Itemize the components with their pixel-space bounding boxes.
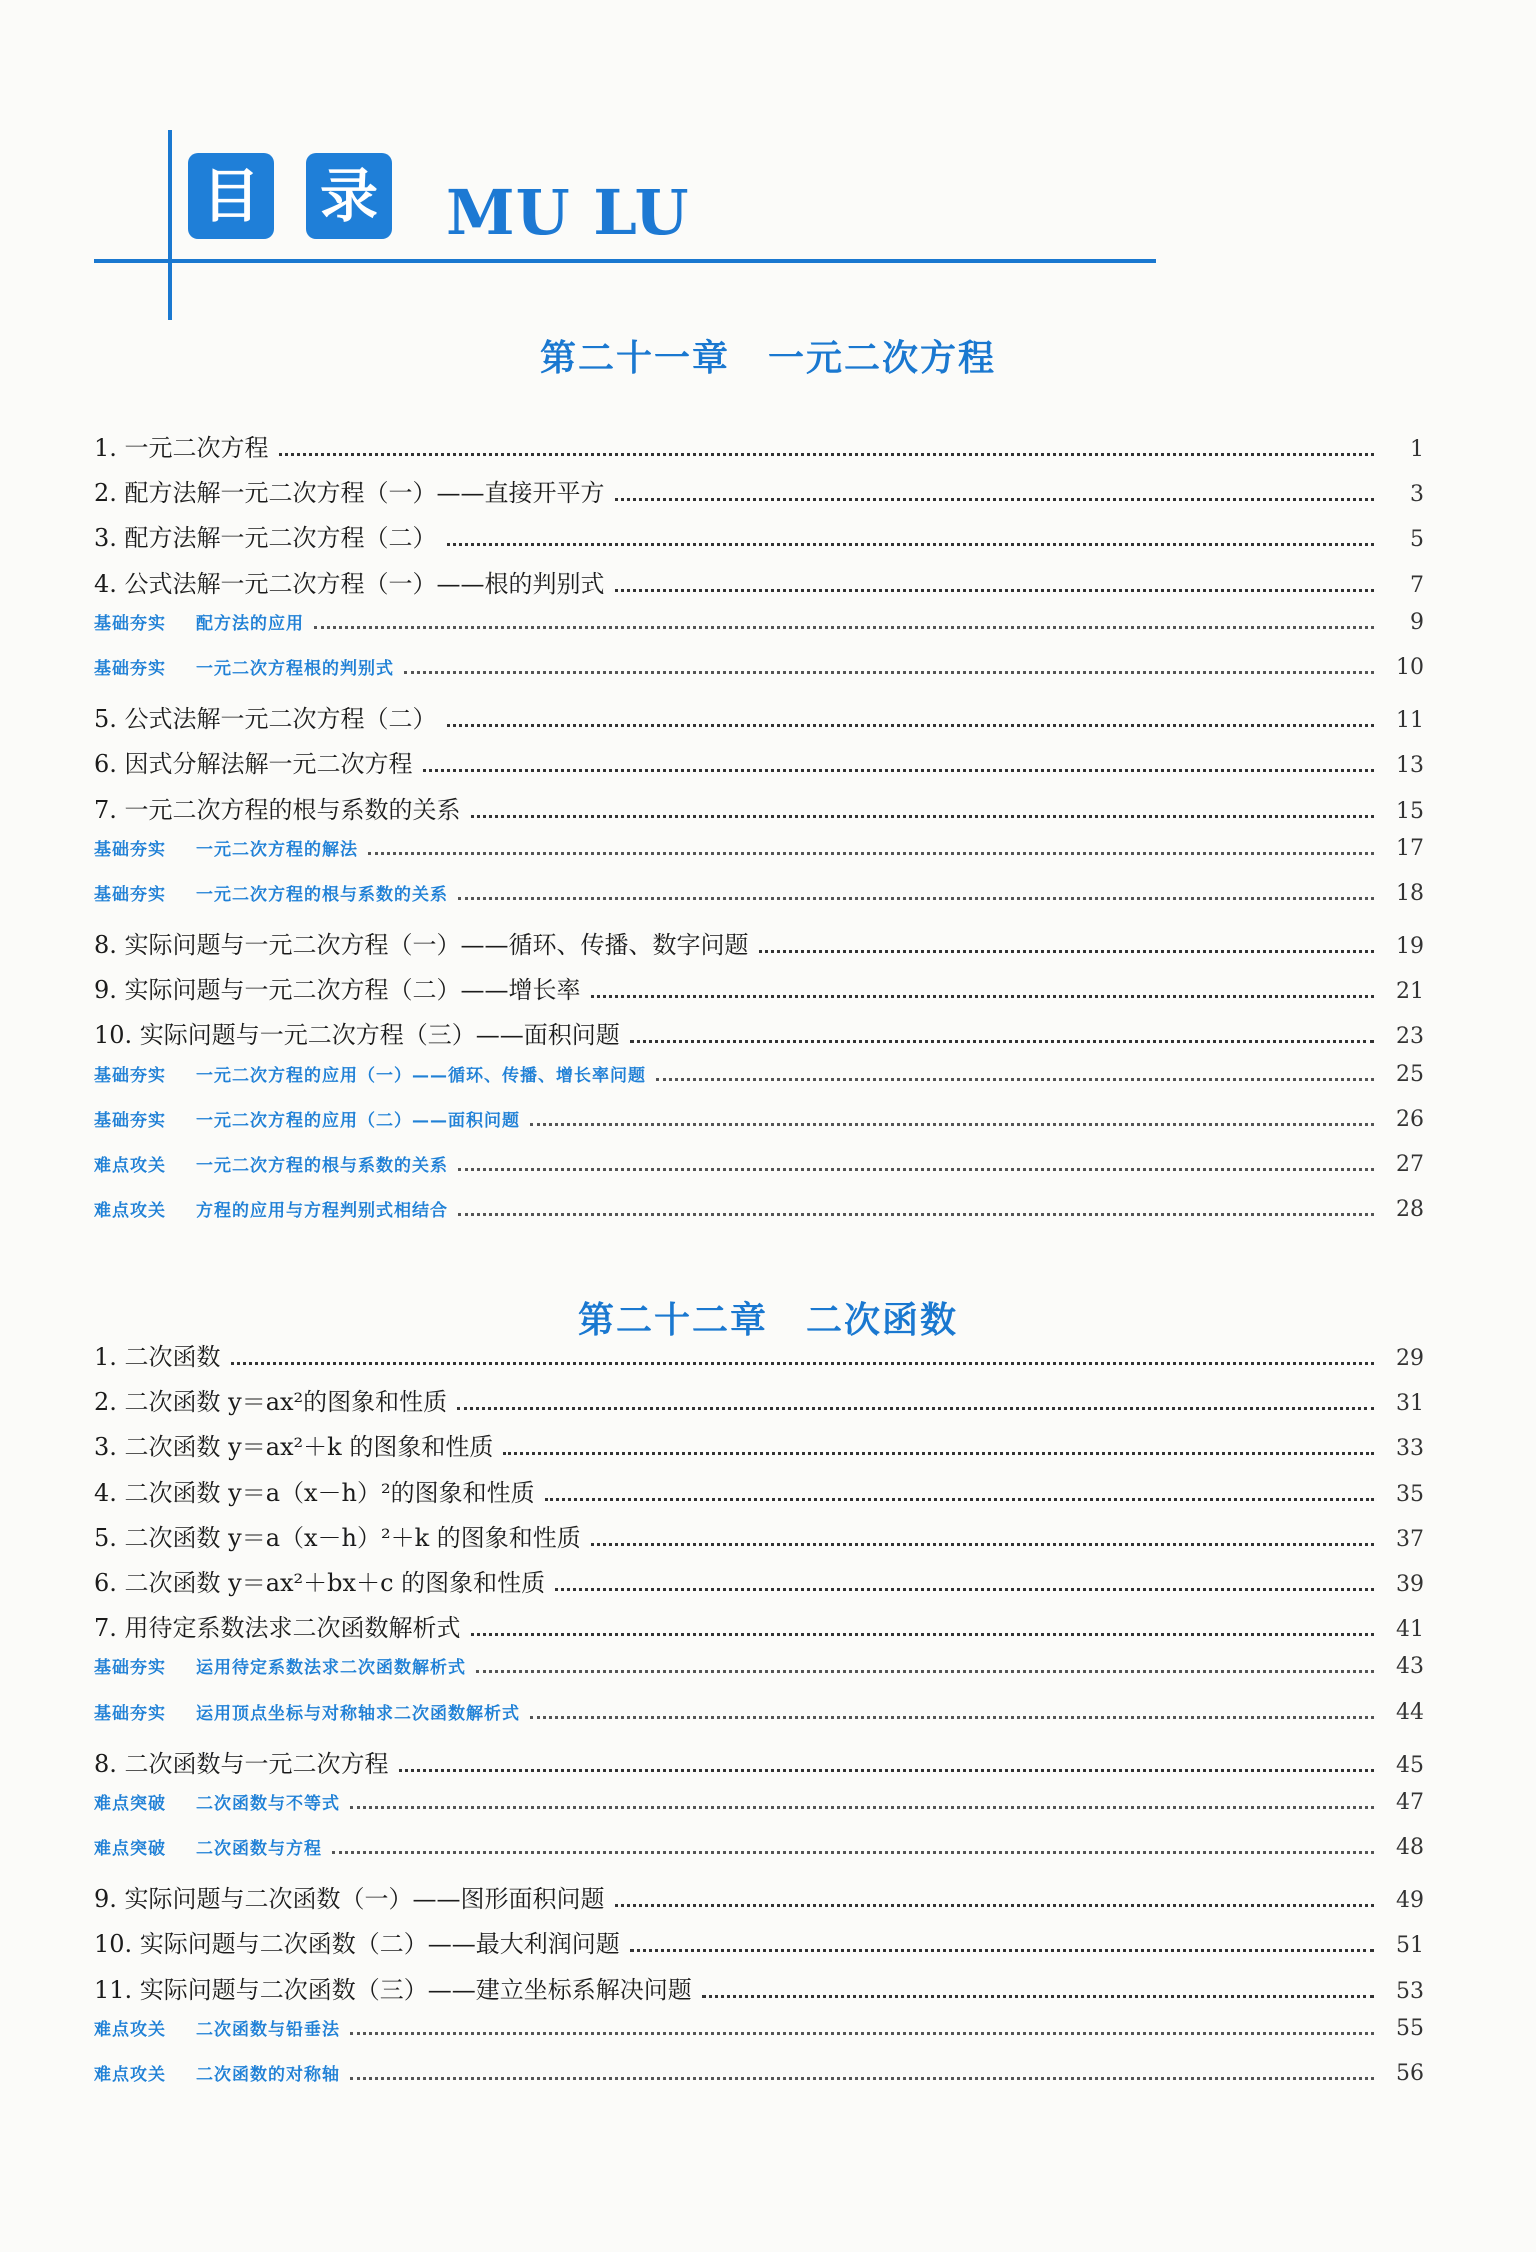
section-tag: 基础夯实 <box>94 884 166 905</box>
section-topic: 运用待定系数法求二次函数解析式 <box>196 1658 466 1679</box>
toc-entry[interactable] <box>94 1015 1424 1060</box>
toc-entry[interactable] <box>94 970 1424 1015</box>
page-number: 47 <box>1396 1789 1424 1815</box>
section-tag: 难点攻关 <box>94 2019 166 2040</box>
dot-leader <box>404 671 1374 674</box>
section-topic: 一元二次方程根的判别式 <box>196 658 394 679</box>
toc-subentry-label <box>94 2060 350 2085</box>
section-tag: 难点突破 <box>94 1793 166 1814</box>
chapter-heading-22 <box>0 1292 1536 1343</box>
toc-entry-label: 7. 一元二次方程的根与系数的关系 <box>94 795 461 824</box>
toc-entry-label: 2. 配方法解一元二次方程（一）——直接开平方 <box>94 479 605 508</box>
toc-entry[interactable] <box>94 1473 1424 1518</box>
page-number: 19 <box>1396 934 1424 960</box>
section-topic: 二次函数的对称轴 <box>196 2065 340 2085</box>
dot-leader <box>368 852 1374 855</box>
toc-entry[interactable] <box>94 1337 1424 1382</box>
page-number: 10 <box>1396 654 1424 680</box>
toc-entry[interactable] <box>94 564 1424 609</box>
toc-entry-label: 9. 实际问题与一元二次方程（二）——增长率 <box>94 976 581 1005</box>
section-tag: 基础夯实 <box>94 839 166 860</box>
toc-entry[interactable] <box>94 1427 1424 1472</box>
dot-leader <box>350 2032 1374 2035</box>
toc-entry-label: 4. 二次函数 y＝a（x－h）²的图象和性质 <box>94 1478 535 1507</box>
toc-entry-label: 9. 实际问题与二次函数（一）——图形面积问题 <box>94 1885 605 1914</box>
dot-leader <box>231 1362 1374 1365</box>
toc-subentry[interactable] <box>94 2015 1424 2060</box>
toc-subentry-label <box>94 880 458 905</box>
toc-entry[interactable] <box>94 790 1424 835</box>
dot-leader <box>530 1123 1374 1126</box>
page-number: 26 <box>1396 1106 1424 1132</box>
toc-entry[interactable] <box>94 1970 1424 2015</box>
dot-leader <box>615 1904 1374 1907</box>
toc-entry-label: 1. 一元二次方程 <box>94 434 269 462</box>
toc-entry[interactable] <box>94 1518 1424 1563</box>
dot-leader <box>630 1949 1374 1952</box>
toc-subentry-label <box>94 835 368 860</box>
page-number: 41 <box>1396 1617 1424 1643</box>
toc-entry-label: 8. 实际问题与一元二次方程（一）——循环、传播、数字问题 <box>94 931 749 960</box>
toc-entry-label: 6. 二次函数 y＝ax²＋bx＋c 的图象和性质 <box>94 1568 546 1597</box>
toc-entry-label: 8. 二次函数与一元二次方程 <box>94 1749 389 1778</box>
dot-leader <box>423 769 1374 772</box>
toc-subentry[interactable] <box>94 1789 1424 1834</box>
toc-entry[interactable] <box>94 1924 1424 1969</box>
toc-subentry-label <box>94 609 314 634</box>
section-tag: 难点攻关 <box>94 1201 166 1222</box>
toc-subentry[interactable] <box>94 835 1424 880</box>
page-number: 33 <box>1396 1436 1424 1462</box>
dot-leader <box>458 1168 1374 1171</box>
toc-entry-label: 4. 公式法解一元二次方程（一）——根的判别式 <box>94 569 605 598</box>
toc-entry[interactable] <box>94 1563 1424 1608</box>
toc-entry-label: 10. 实际问题与一元二次方程（三）——面积问题 <box>94 1021 620 1050</box>
section-tag: 难点突破 <box>94 1839 166 1860</box>
toc-entry-label: 1. 二次函数 <box>94 1343 221 1371</box>
page-number: 15 <box>1396 798 1424 824</box>
section-topic: 一元二次方程的解法 <box>196 839 358 860</box>
page-number: 5 <box>1410 527 1424 553</box>
toc-entry[interactable] <box>94 1608 1424 1653</box>
page-number: 49 <box>1396 1888 1424 1914</box>
chapter-number: 第二十二章 <box>577 1300 768 1341</box>
toc-entry-label: 3. 二次函数 y＝ax²＋k 的图象和性质 <box>94 1433 494 1462</box>
toc-subentry-label <box>94 1106 530 1131</box>
dot-leader <box>591 1543 1374 1546</box>
chapter-number: 第二十一章 <box>539 338 730 379</box>
dot-leader <box>503 1452 1374 1455</box>
dot-leader <box>471 815 1374 818</box>
section-tag: 基础夯实 <box>94 1065 166 1086</box>
dot-leader <box>447 543 1374 546</box>
toc-entry[interactable] <box>94 1879 1424 1924</box>
section-tag: 基础夯实 <box>94 1110 166 1131</box>
title-tile-lu: 录 <box>306 153 392 239</box>
toc-entry-label: 11. 实际问题与二次函数（三）——建立坐标系解决问题 <box>94 1975 692 2004</box>
toc-entry[interactable] <box>94 1744 1424 1789</box>
dot-leader <box>476 1670 1374 1673</box>
toc-entry-label: 3. 配方法解一元二次方程（二） <box>94 524 437 553</box>
toc-entry[interactable] <box>94 473 1424 518</box>
toc-subentry-label <box>94 1653 476 1678</box>
page-number: 53 <box>1396 1978 1424 2004</box>
toc-subentry[interactable] <box>94 1699 1424 1744</box>
section-topic: 配方法的应用 <box>196 613 304 634</box>
dot-leader <box>458 897 1374 900</box>
dot-leader <box>702 1995 1374 1998</box>
section-topic: 一元二次方程的根与系数的关系 <box>196 884 448 905</box>
dot-leader <box>350 1806 1374 1809</box>
page-number: 21 <box>1396 979 1424 1005</box>
section-topic: 二次函数与不等式 <box>196 1793 340 1814</box>
dot-leader <box>615 589 1374 592</box>
section-tag: 基础夯实 <box>94 1658 166 1679</box>
section-tag: 基础夯实 <box>94 658 166 679</box>
section-topic: 方程的应用与方程判别式相结合 <box>196 1201 448 1222</box>
section-topic: 二次函数与铅垂法 <box>196 2019 340 2040</box>
page-number: 1 <box>1410 437 1424 462</box>
dot-leader <box>656 1078 1374 1081</box>
page-number: 48 <box>1396 1835 1424 1861</box>
toc-subentry[interactable] <box>94 1196 1424 1241</box>
dot-leader <box>350 2077 1374 2080</box>
dot-leader <box>399 1769 1374 1772</box>
page-number: 27 <box>1396 1152 1424 1177</box>
dot-leader <box>615 498 1374 501</box>
dot-leader <box>545 1498 1374 1501</box>
section-tag: 基础夯实 <box>94 1703 166 1724</box>
toc-subentry[interactable] <box>94 880 1424 925</box>
toc-subentry-label <box>94 1151 458 1176</box>
toc-list-chapter-22 <box>94 1337 1424 2105</box>
chapter-title: 一元二次方程 <box>768 338 997 379</box>
dot-leader <box>630 1040 1374 1043</box>
toc-subentry[interactable] <box>94 654 1424 699</box>
page-number: 39 <box>1396 1571 1424 1597</box>
page-number: 9 <box>1410 609 1424 635</box>
page-number: 28 <box>1396 1197 1424 1223</box>
page-number: 17 <box>1396 835 1424 861</box>
toc-subentry-label <box>94 654 404 679</box>
toc-subentry[interactable] <box>94 609 1424 654</box>
page-number: 35 <box>1396 1481 1424 1507</box>
toc-entry[interactable] <box>94 925 1424 970</box>
toc-entry-label: 5. 公式法解一元二次方程（二） <box>94 705 437 734</box>
page-number: 18 <box>1396 880 1424 906</box>
dot-leader <box>332 1851 1374 1854</box>
dot-leader <box>530 1716 1374 1719</box>
toc-subentry-label <box>94 1789 350 1814</box>
page-number: 7 <box>1410 572 1424 598</box>
page-number: 29 <box>1396 1346 1424 1371</box>
page-number: 56 <box>1396 2061 1424 2086</box>
toc-entry-label: 10. 实际问题与二次函数（二）——最大利润问题 <box>94 1930 620 1959</box>
section-topic: 一元二次方程的应用（一）——循环、传播、增长率问题 <box>196 1065 646 1086</box>
toc-entry[interactable] <box>94 518 1424 563</box>
page-number: 23 <box>1396 1024 1424 1050</box>
header-vertical-rule <box>168 130 172 320</box>
dot-leader <box>555 1588 1374 1591</box>
chapter-title: 二次函数 <box>806 1300 959 1341</box>
section-topic: 一元二次方程的根与系数的关系 <box>196 1156 448 1176</box>
toc-subentry[interactable] <box>94 1106 1424 1151</box>
section-topic: 一元二次方程的应用（二）——面积问题 <box>196 1110 520 1131</box>
chapter-heading-21 <box>0 330 1536 381</box>
dot-leader <box>471 1633 1374 1636</box>
section-topic: 运用顶点坐标与对称轴求二次函数解析式 <box>196 1703 520 1724</box>
dot-leader <box>759 950 1374 953</box>
toc-list-chapter-21 <box>94 428 1424 1241</box>
toc-subentry[interactable] <box>94 1834 1424 1879</box>
page-number: 51 <box>1396 1933 1424 1959</box>
page-number: 25 <box>1396 1061 1424 1087</box>
toc-subentry-label <box>94 1061 656 1086</box>
dot-leader <box>458 1213 1374 1216</box>
toc-subentry[interactable] <box>94 1061 1424 1106</box>
title-tile-mu: 目 <box>188 153 274 239</box>
page-number: 31 <box>1396 1391 1424 1417</box>
page-number: 37 <box>1396 1526 1424 1552</box>
toc-subentry[interactable] <box>94 1151 1424 1196</box>
page-number: 3 <box>1410 482 1424 508</box>
toc-subentry-label <box>94 1699 530 1724</box>
toc-subentry-label <box>94 2015 350 2040</box>
toc-entry-label: 6. 因式分解法解一元二次方程 <box>94 750 413 779</box>
title-latin: MU LU <box>446 176 690 249</box>
page-number: 43 <box>1396 1654 1424 1680</box>
toc-entry[interactable] <box>94 1382 1424 1427</box>
toc-subentry-label <box>94 1834 332 1859</box>
toc-subentry[interactable] <box>94 2060 1424 2105</box>
toc-entry-label: 7. 用待定系数法求二次函数解析式 <box>94 1614 461 1643</box>
toc-subentry-label <box>94 1196 458 1221</box>
page-number: 45 <box>1396 1752 1424 1778</box>
dot-leader <box>591 995 1374 998</box>
toc-entry-label: 2. 二次函数 y＝ax²的图象和性质 <box>94 1388 448 1417</box>
toc-entry[interactable] <box>94 699 1424 744</box>
page-number: 13 <box>1396 753 1424 779</box>
toc-subentry[interactable] <box>94 1653 1424 1698</box>
dot-leader <box>279 453 1374 456</box>
toc-entry-label: 5. 二次函数 y＝a（x－h）²＋k 的图象和性质 <box>94 1523 581 1552</box>
header-horizontal-rule <box>94 259 1156 263</box>
section-tag: 基础夯实 <box>94 613 166 634</box>
dot-leader <box>457 1407 1374 1410</box>
toc-entry[interactable] <box>94 744 1424 789</box>
page-number: 55 <box>1396 2015 1424 2041</box>
page-number: 44 <box>1396 1699 1424 1725</box>
dot-leader <box>447 724 1374 727</box>
section-topic: 二次函数与方程 <box>196 1839 322 1860</box>
toc-entry[interactable] <box>94 428 1424 473</box>
page-number: 11 <box>1396 708 1424 734</box>
section-tag: 难点攻关 <box>94 1156 166 1176</box>
dot-leader <box>314 626 1374 629</box>
section-tag: 难点攻关 <box>94 2065 166 2085</box>
